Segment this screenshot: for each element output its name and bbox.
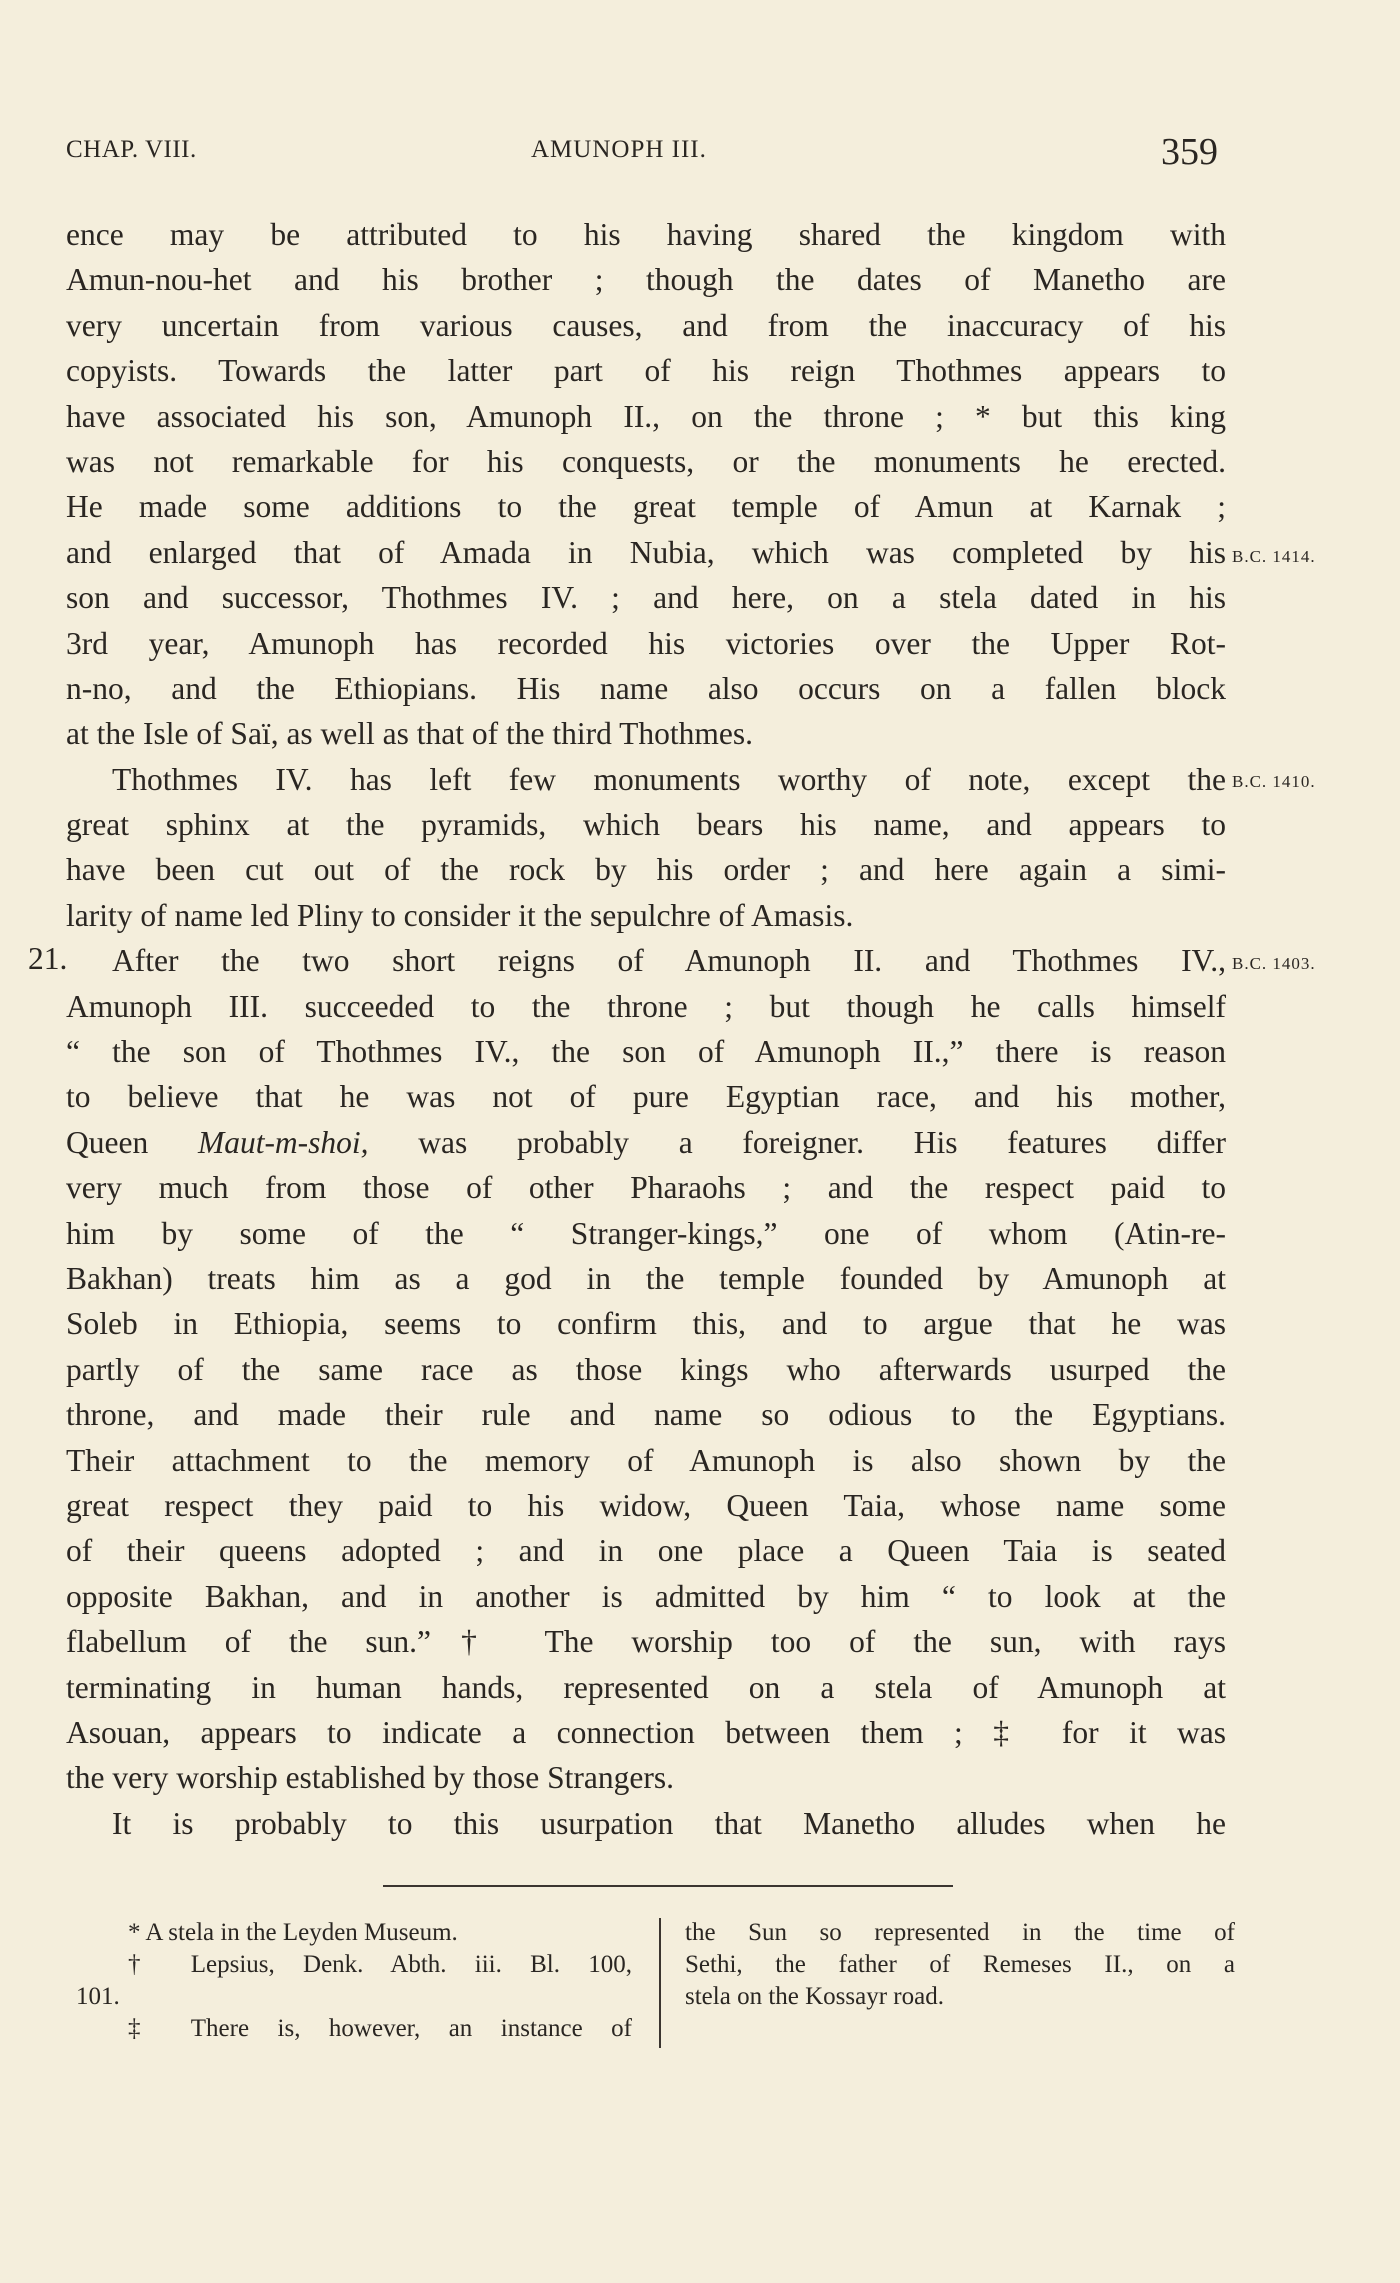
body-line: opposite Bakhan, and in another is admitted by him “ to look at the	[66, 1578, 1226, 1614]
margin-date-text: B.C. 1410.	[1232, 772, 1316, 791]
body-text-segment: Queen	[66, 1124, 149, 1160]
body-line: Amunoph III. succeeded to the throne ; but though he calls himself	[66, 988, 1226, 1024]
body-line: very much from those of other Pharaohs ; and the respect paid to	[66, 1170, 1226, 1206]
body-line: Soleb in Ethiopia, seems to confirm this, and to argue that he was	[66, 1306, 1226, 1342]
body-line: was not remarkable for his conquests, or the monuments he erected.	[66, 443, 1226, 479]
footnote-line: ‡ There is, however, an instance of	[128, 2015, 632, 2042]
body-line: the very worship established by those Strangers.	[66, 1760, 675, 1796]
body-line: copyists. Towards the latter part of his reign Thothmes appears to	[66, 353, 1226, 389]
body-line: throne, and made their rule and name so odious to the Egyptians.	[66, 1397, 1226, 1433]
footnotes-right-column	[685, 1917, 1235, 2013]
paragraph-start-line: It is probably to this usurpation that Manetho alludes when he	[112, 1805, 1226, 1841]
body-line: Asouan, appears to indicate a connection between them ; ‡ for it was	[66, 1714, 1226, 1750]
body-line: “ the son of Thothmes IV., the son of Amunoph II.,” there is reason	[66, 1034, 1226, 1070]
footnote-column-divider	[659, 1918, 661, 2048]
footnote-rule	[383, 1885, 953, 1887]
body-line: son and successor, Thothmes IV. ; and here, on a stela dated in his	[66, 580, 1226, 616]
footnote-line: stela on the Kossayr road.	[685, 1983, 944, 2010]
italic-name: Maut-m-shoi,	[197, 1124, 369, 1160]
body-line: great respect they paid to his widow, Queen Taia, whose name some	[66, 1487, 1226, 1523]
footnote-line: † Lepsius, Denk. Abth. iii. Bl. 100,	[128, 1951, 632, 1978]
body-line: of their queens adopted ; and in one place a Queen Taia is seated	[66, 1533, 1226, 1569]
body-text-segment: was probably a foreigner. His features differ	[418, 1124, 1227, 1160]
footnote-line: 101.	[76, 1983, 120, 2010]
page-header	[66, 130, 1218, 180]
body-line: at the Isle of Saï, as well as that of the third Thothmes.	[66, 716, 754, 752]
body-line: and enlarged that of Amada in Nubia, which was completed by his	[66, 534, 1226, 570]
body-line: Amun-nou-het and his brother ; though the dates of Manetho are	[66, 262, 1226, 298]
margin-date-text: B.C. 1414.	[1232, 547, 1316, 566]
body-line: ence may be attributed to his having shared the kingdom with	[66, 217, 1226, 252]
body-line: great sphinx at the pyramids, which bears his name, and appears to	[66, 807, 1226, 843]
paragraph-start-line: Thothmes IV. has left few monuments worthy of note, except the	[112, 761, 1226, 797]
body-line: terminating in human hands, represented on a stela of Amunoph at	[66, 1669, 1226, 1705]
margin-date	[1232, 949, 1316, 975]
body-line: larity of name led Pliny to consider it the sepulchre of Amasis.	[66, 897, 854, 933]
footnotes-left-column	[76, 1917, 632, 2045]
body-line: to believe that he was not of pure Egyptian race, and his mother,	[66, 1079, 1226, 1115]
paragraph-start-line: After the two short reigns of Amunoph II. and Thothmes IV.,	[112, 943, 1226, 979]
body-line: have been cut out of the rock by his order ; and here again a simi-	[66, 852, 1226, 888]
footnote-line: Sethi, the father of Remeses II., on a	[685, 1951, 1235, 1978]
chapter-label: CHAP. VIII.	[66, 136, 197, 163]
body-line: partly of the same race as those kings who afterwards usurped the	[66, 1351, 1226, 1387]
section-number: 21.	[28, 941, 68, 976]
body-line: Bakhan) treats him as a god in the temple founded by Amunoph at	[66, 1260, 1226, 1296]
body-line: him by some of the “ Stranger-kings,” one of whom (Atin-re-	[66, 1215, 1226, 1251]
page-number: 359	[1161, 131, 1218, 173]
body-line: flabellum of the sun.”† The worship too of the sun, with rays	[66, 1624, 1226, 1660]
body-line: have associated his son, Amunoph II., on the throne ; * but this king	[66, 398, 1226, 434]
footnote-line: * A stela in the Leyden Museum.	[128, 1919, 458, 1946]
body-line: n-no, and the Ethiopians. His name also occurs on a fallen block	[66, 670, 1226, 706]
body-text	[66, 212, 1226, 1846]
body-line: He made some additions to the great temple of Amun at Karnak ;	[66, 489, 1226, 525]
footnote-line: the Sun so represented in the time of	[685, 1919, 1235, 1946]
body-line: Their attachment to the memory of Amunoph is also shown by the	[66, 1442, 1226, 1478]
body-line-with-italic	[66, 1120, 1226, 1165]
margin-date	[1232, 767, 1316, 793]
margin-date	[1232, 542, 1316, 568]
body-line: very uncertain from various causes, and from the inaccuracy of his	[66, 307, 1226, 343]
margin-date-text: B.C. 1403.	[1232, 954, 1316, 973]
body-line: 3rd year, Amunoph has recorded his victories over the Upper Rot-	[66, 625, 1226, 661]
running-title: AMUNOPH III.	[531, 136, 707, 163]
